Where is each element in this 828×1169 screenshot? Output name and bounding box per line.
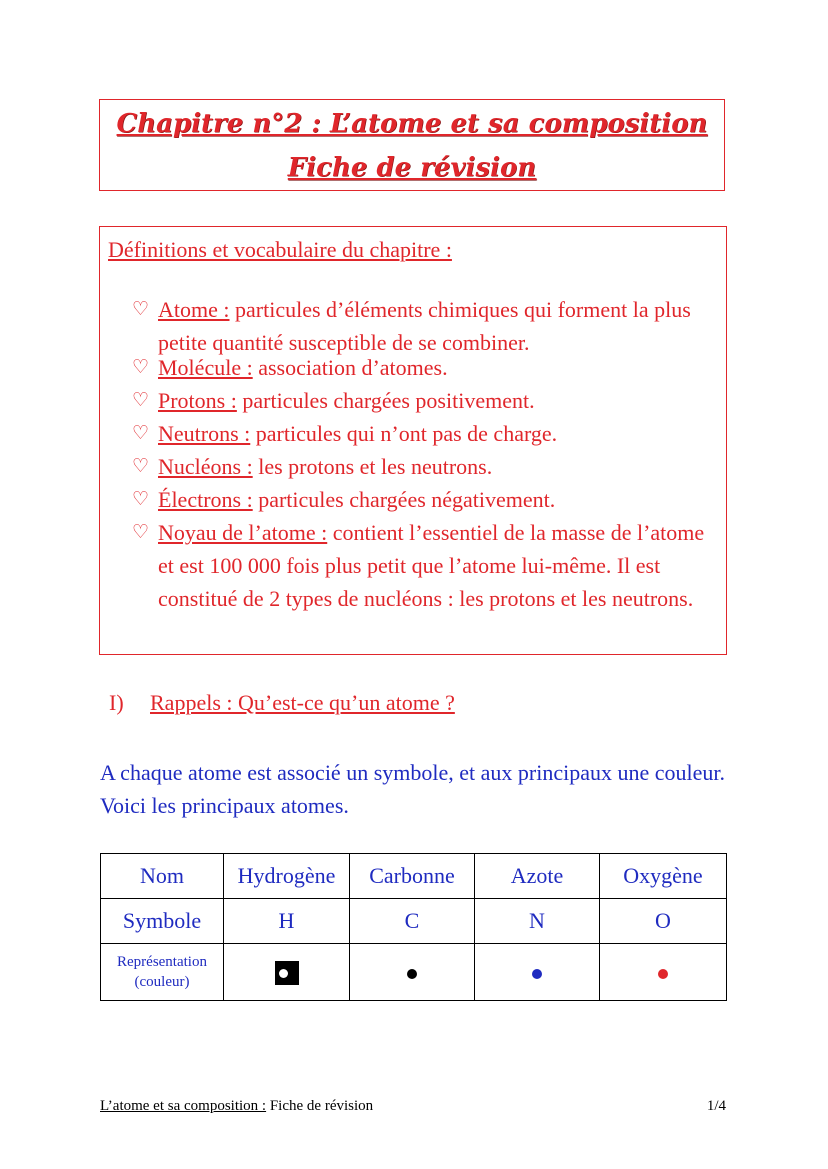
definition-text: particules qui n’ont pas de charge. <box>250 421 558 446</box>
atom-symbol-cell: C <box>350 899 475 944</box>
definition-term: Nucléons : <box>158 454 253 479</box>
definition-term: Électrons : <box>158 487 253 512</box>
page-number: 1/4 <box>706 1098 726 1114</box>
table-row-symbols <box>101 899 727 944</box>
chapter-title: Chapitre n°2 : L’atome et sa composition <box>116 109 708 139</box>
definitions-box <box>99 226 727 655</box>
definition-term: Noyau de l’atome : <box>158 520 328 545</box>
oxygen-red-dot-icon <box>658 969 668 979</box>
atoms-table <box>100 853 727 1001</box>
hydrogen-representation <box>224 944 350 1001</box>
hydrogen-white-dot-icon <box>275 961 299 985</box>
definition-item-molecule <box>132 351 718 384</box>
definitions-heading: Définitions et vocabulaire du chapitre : <box>108 237 452 262</box>
title-box <box>99 99 725 191</box>
definition-term: Atome : <box>158 297 230 322</box>
definition-item-electrons <box>132 483 718 516</box>
definition-item-atome <box>132 293 718 359</box>
oxygen-representation <box>600 944 727 1001</box>
heart-outline-icon: ♡ <box>132 298 150 320</box>
definition-text: les protons et les neutrons. <box>252 454 493 479</box>
definition-term: Neutrons : <box>158 421 251 446</box>
heart-outline-icon: ♡ <box>132 422 150 444</box>
heart-outline-icon: ♡ <box>132 356 150 378</box>
carbon-representation <box>350 944 475 1001</box>
row-label-name: Nom <box>101 854 224 899</box>
definition-item-nucleons <box>132 450 718 483</box>
heart-outline-icon: ♡ <box>132 488 150 510</box>
footer-title <box>100 1098 373 1115</box>
nitrogen-blue-dot-icon <box>532 969 542 979</box>
definition-item-neutrons <box>132 417 718 450</box>
table-row-representation <box>101 944 727 1001</box>
intro-paragraph: A chaque atome est associé un symbole, et aux principaux une couleur. Voici les principaux atomes. <box>100 760 725 818</box>
atom-symbol-cell: N <box>475 899 600 944</box>
revision-subtitle: Fiche de révision <box>287 153 537 183</box>
section-number: I) <box>109 690 124 715</box>
row-label-representation <box>101 944 224 1001</box>
representation-label: Représentation <box>117 954 207 970</box>
definition-text: particules d’éléments chimiques qui forment la plus petite quantité susceptible de se combiner. <box>158 297 691 355</box>
definition-text: contient l’essentiel de la masse de l’atome et est 100 000 fois plus petit que l’atome lui-même. Il est constitué de 2 types de nucléons : les protons et les neutrons. <box>158 520 705 611</box>
heart-outline-icon: ♡ <box>132 455 150 477</box>
footer-title-rest: Fiche de révision <box>266 1098 374 1114</box>
atom-name-cell: Oxygène <box>600 854 727 899</box>
color-label: (couleur) <box>134 974 190 990</box>
atom-symbol-cell: H <box>224 899 350 944</box>
atom-name-cell: Azote <box>475 854 600 899</box>
definition-text: association d’atomes. <box>252 355 448 380</box>
row-label-symbol: Symbole <box>101 899 224 944</box>
definition-text: particules chargées négativement. <box>252 487 556 512</box>
definition-term: Molécule : <box>158 355 253 380</box>
atom-symbol-cell: O <box>600 899 727 944</box>
definition-text: particules chargées positivement. <box>236 388 535 413</box>
definition-term: Protons : <box>158 388 237 413</box>
heart-outline-icon: ♡ <box>132 521 150 543</box>
section-title: Rappels : Qu’est-ce qu’un atome ? <box>150 690 455 715</box>
heart-outline-icon: ♡ <box>132 389 150 411</box>
footer-title-underlined: L’atome et sa composition : <box>100 1098 267 1114</box>
atom-name-cell: Hydrogène <box>224 854 350 899</box>
table-row-names <box>101 854 727 899</box>
nitrogen-representation <box>475 944 600 1001</box>
carbon-black-dot-icon <box>407 969 417 979</box>
definition-item-protons <box>132 384 718 417</box>
atom-name-cell: Carbonne <box>350 854 475 899</box>
definition-item-noyau <box>132 516 718 615</box>
